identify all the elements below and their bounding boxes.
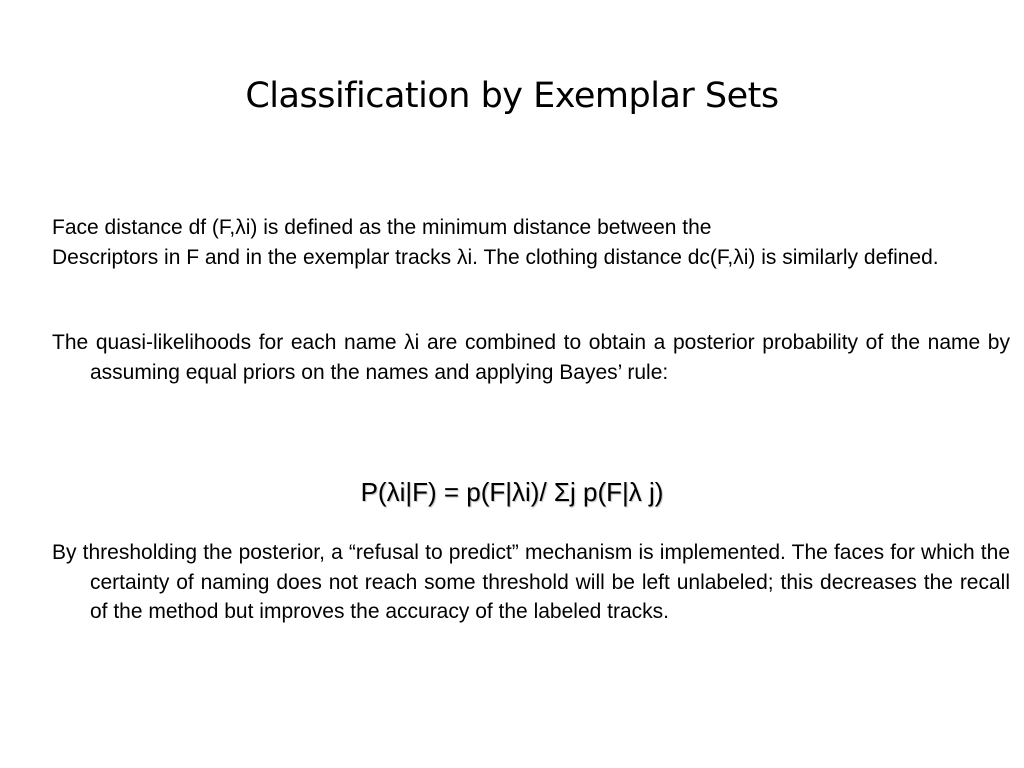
paragraph-quasi-likelihoods: The quasi-likelihoods for each name λi are combined to obtain a posterior probability of the name by assuming equal priors on the names and applying Bayes’ rule: [52,331,1010,384]
slide-title: Classification by Exemplar Sets [245,76,779,116]
bayes-formula: P(λi|F) = p(F|λi)/ Σj p(F|λ j) [360,477,664,507]
paragraph-face-distance-first-line: Face distance df (F,λi) is defined as the minimum distance between the [52,216,712,239]
paragraph-face-distance-continuation: Descriptors in F and in the exemplar tracks λi. The clothing distance dc(F,λi) is similarly defined. [52,246,939,269]
paragraph-thresholding: By thresholding the posterior, a “refusal to predict” mechanism is implemented. The faces for which the certainty of naming does not reach some threshold will be left unlabeled; this decreases the recall of the method but improves the accuracy of the labeled tracks. [52,541,1010,623]
